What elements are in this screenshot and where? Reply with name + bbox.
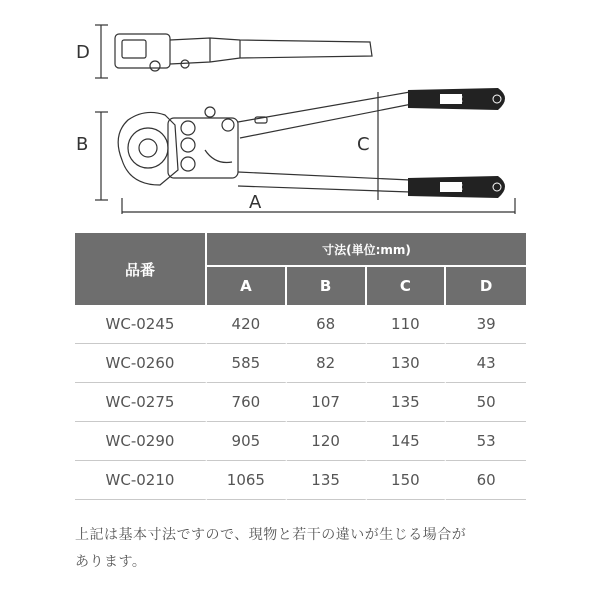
value-cell: 53: [446, 422, 526, 461]
lower-grip: [408, 176, 505, 198]
header-part-number: 品番: [75, 233, 207, 305]
value-cell: 82: [287, 344, 367, 383]
column-header-b: B: [287, 267, 367, 305]
table-row: [75, 305, 526, 344]
value-cell: 43: [446, 344, 526, 383]
cutter-dimension-diagram: [0, 0, 600, 225]
part-number-cell: WC-0290: [75, 422, 207, 461]
table-row: [75, 344, 526, 383]
cutter-side-view: [95, 25, 372, 78]
dimension-spec-table: [75, 233, 526, 500]
value-cell: 50: [446, 383, 526, 422]
upper-grip: [408, 88, 505, 110]
value-cell: 760: [207, 383, 287, 422]
table-row: [75, 383, 526, 422]
value-cell: 107: [287, 383, 367, 422]
dimension-label-b: B: [76, 134, 89, 155]
brand-logo: AICC: [442, 95, 463, 104]
note-line: 上記は基本寸法ですので、現物と若干の違いが生じる場合が: [75, 527, 467, 543]
dimension-label-c: C: [357, 134, 370, 155]
value-cell: 905: [207, 422, 287, 461]
value-cell: 150: [367, 461, 447, 500]
value-cell: 1065: [207, 461, 287, 500]
brand-logo: AICC: [442, 183, 463, 192]
column-header-d: D: [446, 267, 526, 305]
part-number-cell: WC-0245: [75, 305, 207, 344]
dimension-label-d: D: [76, 42, 90, 63]
value-cell: 420: [207, 305, 287, 344]
disclaimer-note: [75, 522, 535, 576]
header-dimensions: 寸法(単位:mm): [207, 233, 526, 267]
column-header-a: A: [207, 267, 287, 305]
value-cell: 60: [446, 461, 526, 500]
value-cell: 120: [287, 422, 367, 461]
part-number-cell: WC-0260: [75, 344, 207, 383]
column-header-c: C: [367, 267, 447, 305]
value-cell: 68: [287, 305, 367, 344]
table-row: [75, 422, 526, 461]
dimension-label-a: A: [249, 192, 262, 213]
value-cell: 130: [367, 344, 447, 383]
value-cell: 145: [367, 422, 447, 461]
value-cell: 110: [367, 305, 447, 344]
part-number-cell: WC-0210: [75, 461, 207, 500]
table-row: [75, 461, 526, 500]
value-cell: 585: [207, 344, 287, 383]
value-cell: 135: [287, 461, 367, 500]
value-cell: 39: [446, 305, 526, 344]
value-cell: 135: [367, 383, 447, 422]
note-line: あります。: [75, 554, 147, 570]
part-number-cell: WC-0275: [75, 383, 207, 422]
